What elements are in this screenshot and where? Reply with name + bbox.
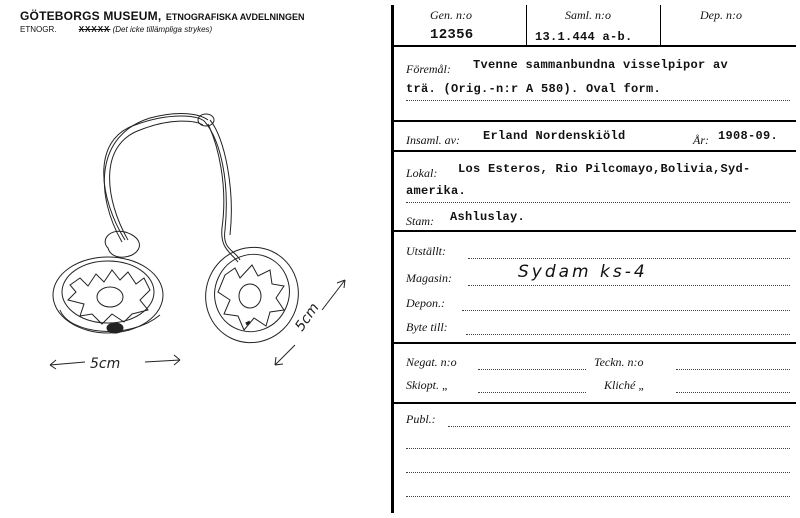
dotted-line xyxy=(478,369,586,370)
magasin-label: Magasin: xyxy=(406,271,452,285)
lokal-line2: amerika. xyxy=(406,184,467,198)
row-divider xyxy=(394,402,796,404)
department-name: ETNOGRAFISKA AVDELNINGEN xyxy=(165,12,305,22)
foremal-line2: trä. (Orig.-n:r A 580). Oval form. xyxy=(406,82,662,96)
dotted-line xyxy=(406,202,790,203)
column-separator xyxy=(660,5,661,45)
row-divider xyxy=(394,150,796,152)
struck-text: XXXXX xyxy=(78,25,111,34)
row-divider xyxy=(394,342,796,344)
negat-label: Negat. n:o xyxy=(406,355,457,369)
whistle-right xyxy=(190,232,314,358)
saml-label: Saml. n:o xyxy=(565,8,611,22)
card-left-border xyxy=(391,5,394,513)
row-divider xyxy=(394,120,796,122)
etnogr-label: ETNOGR. xyxy=(20,25,57,34)
foremal-line1: Tvenne sammanbundna visselpipor av xyxy=(473,58,729,72)
dotted-line xyxy=(406,472,790,473)
dotted-line xyxy=(468,258,790,259)
dotted-line xyxy=(462,310,790,311)
strike-note: (Det icke tillämpliga strykes) xyxy=(112,25,213,34)
skiopt-label: Skiopt. „ xyxy=(406,378,449,392)
foremal-label: Föremål: xyxy=(406,62,451,76)
row-divider xyxy=(394,45,796,47)
kliche-label: Kliché „ xyxy=(604,378,645,392)
gen-label: Gen. n:o xyxy=(430,8,472,22)
byte-label: Byte till: xyxy=(406,320,448,334)
dotted-line xyxy=(468,285,790,286)
utstallt-label: Utställt: xyxy=(406,244,447,258)
insaml-value: Erland Nordenskiöld xyxy=(483,129,626,143)
magasin-value: Sydam ks-4 xyxy=(518,262,648,282)
saml-value: 13.1.444 a-b. xyxy=(535,30,633,44)
dotted-line xyxy=(448,426,790,427)
museum-header xyxy=(20,7,305,25)
depon-label: Depon.: xyxy=(406,296,445,310)
ar-value: 1908-09. xyxy=(718,129,779,143)
stam-label: Stam: xyxy=(406,214,434,228)
column-separator xyxy=(526,5,527,45)
teckn-label: Teckn. n:o xyxy=(594,355,644,369)
scale-label-diagonal: 5cm xyxy=(292,300,323,335)
publ-label: Publ.: xyxy=(406,412,436,426)
dotted-line xyxy=(406,448,790,449)
stam-value: Ashluslay. xyxy=(450,210,526,224)
whistles-sketch xyxy=(40,100,380,380)
dotted-line xyxy=(406,496,790,497)
dotted-line xyxy=(466,334,790,335)
lokal-label: Lokal: xyxy=(406,166,438,180)
dotted-line xyxy=(478,392,586,393)
scale-label-horizontal: 5cm xyxy=(90,356,121,372)
ar-label: År: xyxy=(693,133,709,147)
dotted-line xyxy=(406,100,790,101)
etnogr-line xyxy=(20,25,212,34)
dotted-line xyxy=(676,392,790,393)
insaml-label: Insaml. av: xyxy=(406,133,460,147)
lokal-line1: Los Esteros, Rio Pilcomayo,Bolivia,Syd- xyxy=(458,162,751,176)
dotted-line xyxy=(676,369,790,370)
dep-label: Dep. n:o xyxy=(700,8,742,22)
museum-name: GÖTEBORGS MUSEUM, xyxy=(20,9,162,23)
gen-value: 12356 xyxy=(430,27,474,43)
row-divider xyxy=(394,230,796,232)
